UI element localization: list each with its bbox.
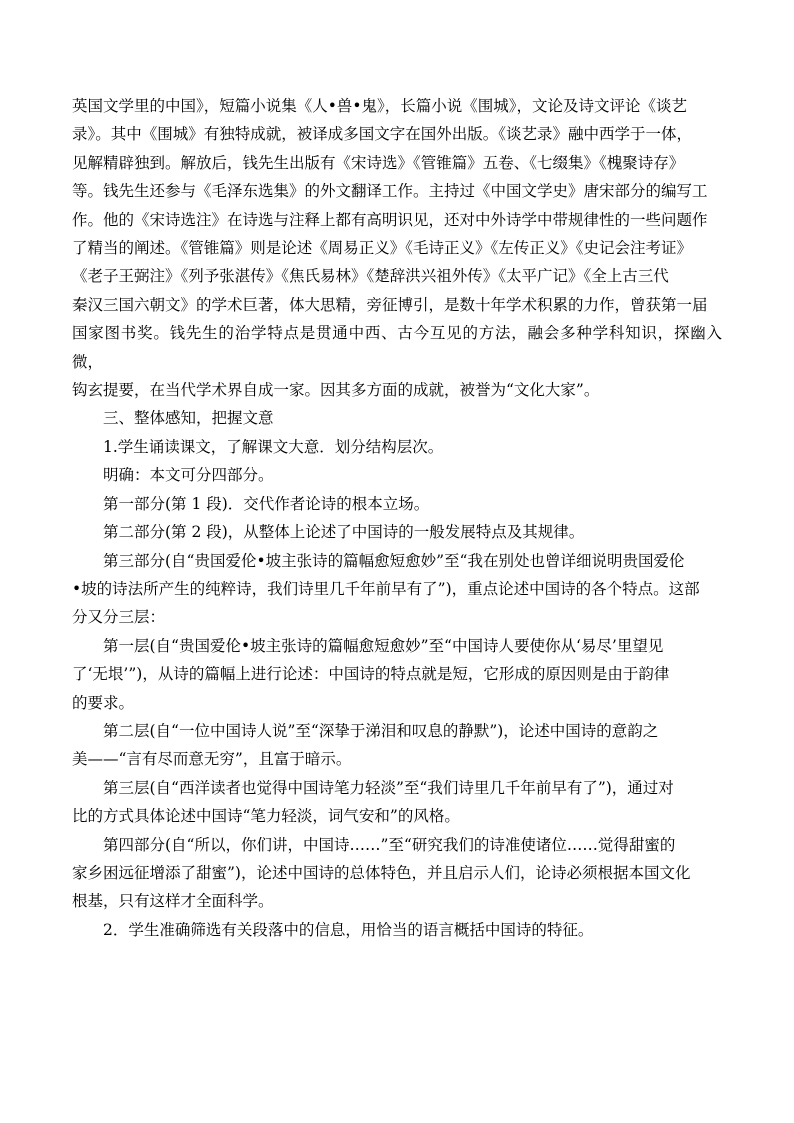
- text-line: 国家图书奖。钱先生的治学特点是贯通中西、古今互见的方法，融会多种学科知识，探幽入微，: [72, 324, 722, 371]
- paragraph-layer-3: [72, 774, 722, 831]
- paragraph-part-1: [72, 490, 722, 518]
- text-line: 的要求。: [72, 693, 135, 712]
- text-line: 了精当的阐述。《管锥篇》则是论述《周易正义》《毛诗正义》《左传正义》《史记会注考证》: [72, 239, 693, 258]
- text-line: 家乡困远征增添了甜蜜”)，论述中国诗的总体特色，并且启示人们，论诗必须根据本国文化: [72, 863, 691, 882]
- section-heading: [72, 404, 722, 432]
- text-line: 比的方式具体论述中国诗“笔力轻淡，词气安和”的风格。: [72, 807, 460, 826]
- text-line: 《老子王弼注》《列予张湛传》《焦氏易林》《楚辞洪兴祖外传》《太平广记》《全上古三代: [72, 267, 669, 286]
- text-line: 1.学生诵读课文，了解课文大意．划分结构层次。: [103, 437, 444, 456]
- text-line: 钩玄提要，在当代学术界自成一家。因其多方面的成就，被誉为“文化大家”。: [72, 381, 600, 400]
- text-line: 明确：本文可分四部分。: [103, 466, 274, 485]
- paragraph-layer-2: [72, 717, 722, 774]
- text-line: 第一部分(第 1 段)．交代作者论诗的根本立场。: [103, 494, 430, 513]
- text-line: 秦汉三国六朝文》的学术巨著，体大思精，旁征博引，是数十年学术积累的力作，曾获第一届: [72, 295, 708, 314]
- paragraph-task-2: [72, 916, 722, 944]
- document-body: [72, 92, 722, 944]
- paragraph-task-1: [72, 433, 722, 461]
- paragraph-clarify: [72, 461, 722, 489]
- text-line: 等。钱先生还参与《毛泽东选集》的外文翻译工作。主持过《中国文学史》唐宋部分的编写工: [72, 182, 708, 201]
- text-line: 录》。其中《围城》有独特成就，被译成多国文字在国外出版。《谈艺录》融中西学于一体，: [72, 125, 693, 144]
- text-line: 了‘无垠’”)，从诗的篇幅上进行论述：中国诗的特点就是短，它形成的原因则是由于韵律: [72, 665, 670, 684]
- text-line: 作。他的《宋诗选注》在诗选与注释上都有高明识见，还对中外诗学中带规律性的一些问题作: [72, 210, 708, 229]
- text-line: 第四部分(自“所以，你们讲，中国诗……”至“研究我们的诗准使诸位……觉得甜蜜的: [103, 835, 676, 854]
- text-line: 美——“言有尽而意无穷”，且富于暗示。: [72, 750, 352, 769]
- text-line: •坡的诗法所产生的纯粹诗，我们诗里几千年前早有了”)，重点论述中国诗的各个特点。这部: [72, 579, 700, 598]
- text-line: 见解精辟独到。解放后，钱先生出版有《宋诗选》《管锥篇》五卷、《七缀集》《槐聚诗存》: [72, 153, 685, 172]
- text-line: 英国文学里的中国》，短篇小说集《人•兽•鬼》，长篇小说《围城》，文论及诗文评论《谈艺: [72, 97, 688, 115]
- paragraph-part-3: [72, 547, 722, 632]
- text-line: 第二层(自“一位中国诗人说”至“深挚于涕泪和叹息的静默”)，论述中国诗的意韵之: [103, 721, 659, 740]
- text-line: 第二部分(第 2 段)，从整体上论述了中国诗的一般发展特点及其规律。: [103, 523, 585, 542]
- paragraph-part-4: [72, 831, 722, 916]
- text-line: 第三层(自“西洋读者也觉得中国诗笔力轻淡”至“我们诗里几千年前早有了”)，通过对: [103, 778, 674, 797]
- text-line: 2．学生准确筛选有关段落中的信息，用恰当的语言概括中国诗的特征。: [103, 920, 594, 939]
- text-line: 第一层(自“贵国爱伦•坡主张诗的篇幅愈短愈妙”至“中国诗人要使你从‘易尽’里望见: [103, 636, 664, 655]
- paragraph-layer-1: [72, 632, 722, 717]
- text-line: 根基，只有这样才全面科学。: [72, 892, 274, 911]
- text-line: 第三部分(自“贵国爱伦•坡主张诗的篇幅愈短愈妙”至“我在别处也曾详细说明贵国爱伦: [103, 551, 685, 570]
- text-line: 分又分三层：: [72, 608, 166, 627]
- text-line: 三、整体感知，把握文意: [103, 409, 274, 428]
- paragraph-part-2: [72, 518, 722, 546]
- paragraph-author-bio: [72, 92, 722, 404]
